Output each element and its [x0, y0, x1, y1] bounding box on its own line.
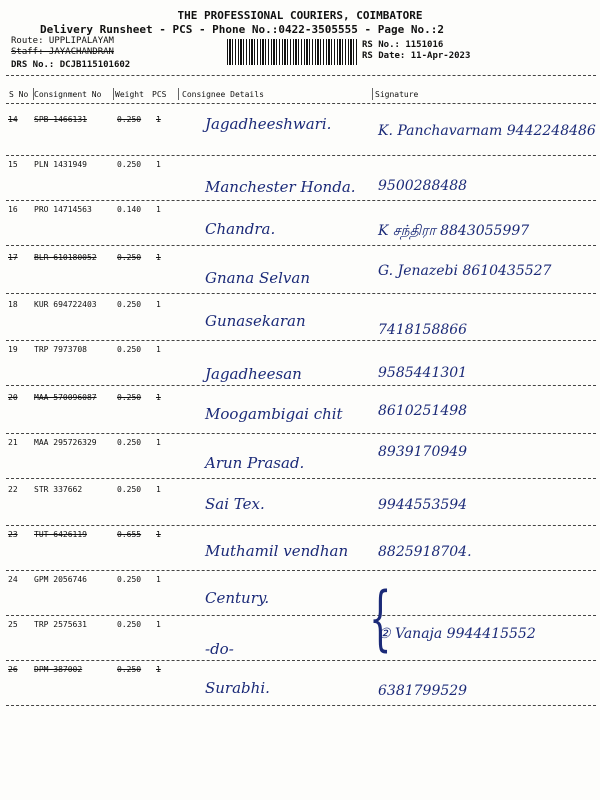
header-divider-top	[6, 75, 596, 76]
pcs-value: 1	[156, 393, 161, 402]
consignee-name: Sai Tex.	[205, 495, 265, 513]
consignment-number: PLN 1431949	[34, 160, 87, 169]
signature-text: ② Vanaja 9944415552	[378, 626, 536, 642]
row-divider	[6, 155, 596, 156]
signature-text: 8939170949	[378, 444, 468, 460]
row-divider	[6, 200, 596, 201]
table-row	[0, 665, 600, 709]
table-row	[0, 345, 600, 389]
row-divider	[6, 570, 596, 571]
weight-value: 0.250	[117, 253, 142, 262]
row-divider	[6, 340, 596, 341]
row-divider	[6, 615, 596, 616]
col-pcs: PCS	[152, 90, 167, 99]
brace-mark: {	[369, 577, 392, 659]
pcs-value: 1	[156, 530, 161, 539]
consignee-name: Jagadheeshwari.	[205, 115, 332, 133]
pcs-value: 1	[156, 300, 161, 309]
signature-text: K சந்திரா 8843055997	[378, 223, 530, 239]
pcs-value: 1	[156, 575, 161, 584]
serial-number: 20	[8, 393, 18, 402]
pcs-value: 1	[156, 253, 161, 262]
weight-value: 0.655	[117, 530, 142, 539]
consignment-number: TRP 2575631	[34, 620, 87, 629]
consignment-number: KUR 694722403	[34, 300, 97, 309]
consignment-number: GPM 2056746	[34, 575, 87, 584]
signature-text: 8610251498	[378, 403, 468, 419]
consignment-number: SPB 1466131	[34, 115, 87, 124]
col-divider	[372, 88, 373, 100]
row-divider	[6, 245, 596, 246]
table-row	[0, 160, 600, 204]
serial-number: 14	[8, 115, 18, 124]
weight-value: 0.250	[117, 300, 142, 309]
serial-number: 23	[8, 530, 18, 539]
consignee-name: Arun Prasad.	[205, 454, 305, 472]
serial-number: 19	[8, 345, 18, 354]
rs-date: RS Date: 11-Apr-2023	[362, 51, 471, 61]
signature-text: 8825918704.	[378, 544, 472, 560]
signature-text: 9944553594	[378, 497, 468, 513]
table-row	[0, 530, 600, 574]
header-divider-bottom	[6, 103, 596, 104]
table-row	[0, 620, 600, 664]
consignee-name: Manchester Honda.	[205, 178, 356, 196]
serial-number: 16	[8, 205, 18, 214]
pcs-value: 1	[156, 205, 161, 214]
table-row	[0, 115, 600, 159]
table-row	[0, 253, 600, 297]
weight-value: 0.250	[117, 575, 142, 584]
signature-text: 7418158866	[378, 322, 468, 338]
serial-number: 26	[8, 665, 18, 674]
pcs-value: 1	[156, 115, 161, 124]
weight-value: 0.250	[117, 438, 142, 447]
row-divider	[6, 705, 596, 706]
consignment-number: BLR 610180052	[34, 253, 97, 262]
weight-value: 0.250	[117, 115, 142, 124]
signature-text: 6381799529	[378, 683, 468, 699]
consignee-name: Century.	[205, 589, 270, 607]
consignment-number: PRO 14714563	[34, 205, 92, 214]
col-divider	[33, 88, 34, 100]
signature-text: 9500288488	[378, 178, 468, 194]
consignment-number: DPM 387002	[34, 665, 83, 674]
pcs-value: 1	[156, 620, 161, 629]
serial-number: 17	[8, 253, 18, 262]
rs-number: RS No.: 1151016	[362, 40, 444, 50]
consignee-name: Gnana Selvan	[205, 269, 310, 287]
col-divider	[178, 88, 179, 100]
weight-value: 0.250	[117, 485, 142, 494]
col-consignment: Consignment No	[34, 90, 102, 99]
consignee-name: Surabhi.	[205, 679, 270, 697]
pcs-value: 1	[156, 345, 161, 354]
col-divider	[113, 88, 114, 100]
row-divider	[6, 433, 596, 434]
serial-number: 15	[8, 160, 18, 169]
signature-text: G. Jenazebi 8610435527	[378, 263, 552, 279]
weight-value: 0.250	[117, 620, 142, 629]
consignee-name: Chandra.	[205, 220, 276, 238]
consignee-name: Moogambigai chit	[205, 405, 343, 423]
staff-label: Staff: JAYACHANDRAN	[11, 47, 114, 57]
weight-value: 0.250	[117, 160, 142, 169]
signature-text: 9585441301	[378, 365, 468, 381]
weight-value: 0.250	[117, 665, 142, 674]
drs-number: DRS No.: DCJB115101602	[11, 60, 131, 70]
table-row	[0, 205, 600, 249]
pcs-value: 1	[156, 160, 161, 169]
table-row	[0, 393, 600, 437]
company-title: THE PROFESSIONAL COURIERS, COIMBATORE	[177, 9, 423, 22]
table-row	[0, 485, 600, 529]
weight-value: 0.140	[117, 205, 142, 214]
col-signature: Signature	[375, 90, 419, 99]
weight-value: 0.250	[117, 393, 142, 402]
row-divider	[6, 478, 596, 479]
pcs-value: 1	[156, 665, 161, 674]
row-divider	[6, 385, 596, 386]
consignee-name: Muthamil vendhan	[205, 542, 349, 560]
runsheet-subtitle: Delivery Runsheet - PCS - Phone No.:0422-3505555 - Page No.:2	[40, 23, 444, 36]
row-divider	[6, 660, 596, 661]
consignment-number: TUT 6426119	[34, 530, 87, 539]
table-row	[0, 300, 600, 344]
consignee-name: Jagadheesan	[205, 365, 302, 383]
col-sno: S No	[9, 90, 29, 99]
col-weight: Weight	[115, 90, 144, 99]
consignee-name: Gunasekaran	[205, 312, 306, 330]
consignee-name: -do-	[205, 640, 234, 658]
table-row	[0, 575, 600, 619]
weight-value: 0.250	[117, 345, 142, 354]
route-label: Route: UPPLIPALAYAM	[11, 36, 114, 46]
serial-number: 24	[8, 575, 18, 584]
serial-number: 25	[8, 620, 18, 629]
barcode	[227, 39, 357, 65]
table-row	[0, 438, 600, 482]
consignment-number: STR 337662	[34, 485, 83, 494]
serial-number: 21	[8, 438, 18, 447]
pcs-value: 1	[156, 485, 161, 494]
serial-number: 22	[8, 485, 18, 494]
col-consignee: Consignee Details	[182, 90, 264, 99]
row-divider	[6, 293, 596, 294]
signature-text: K. Panchavarnam 9442248486	[378, 123, 596, 139]
serial-number: 18	[8, 300, 18, 309]
row-divider	[6, 525, 596, 526]
consignment-number: TRP 7973708	[34, 345, 87, 354]
pcs-value: 1	[156, 438, 161, 447]
consignment-number: MAA 570096087	[34, 393, 97, 402]
consignment-number: MAA 295726329	[34, 438, 97, 447]
